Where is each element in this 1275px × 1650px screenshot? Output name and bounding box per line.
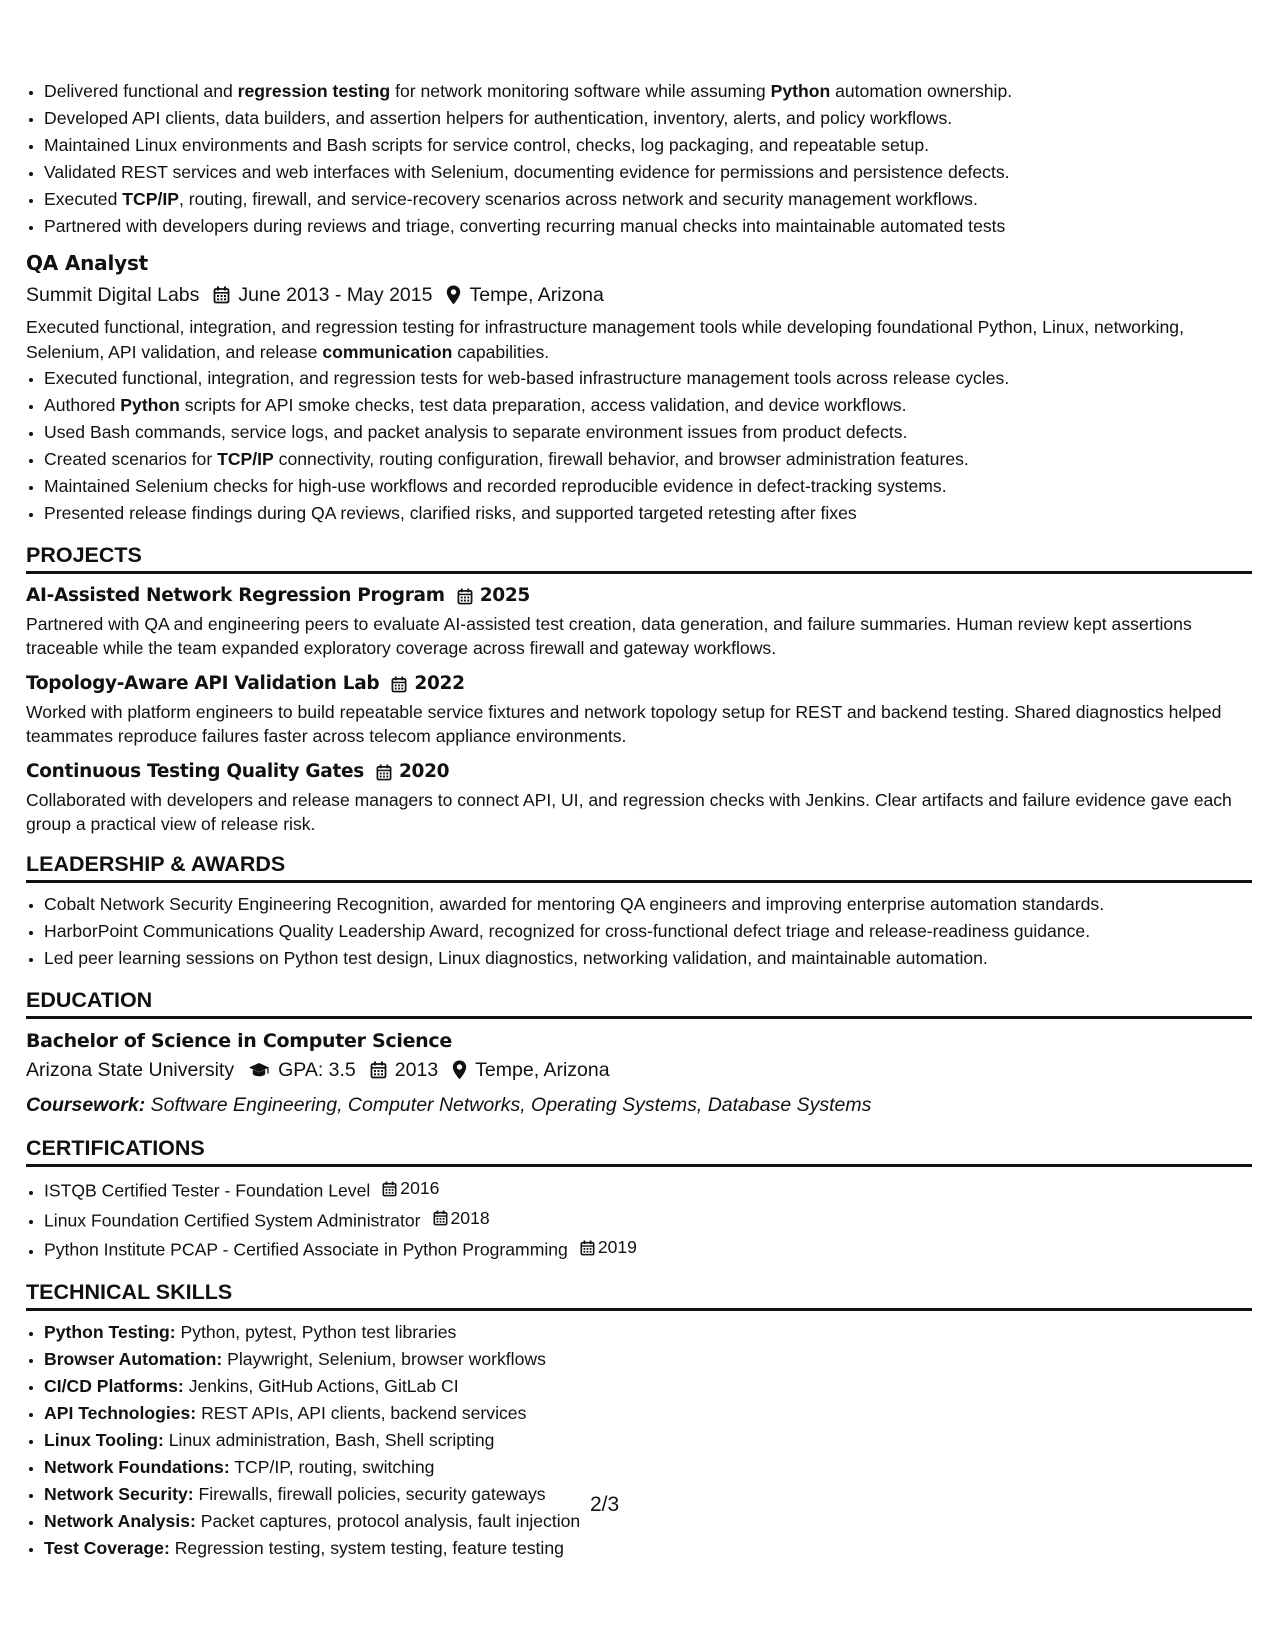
company-name: Summit Digital Labs [26, 284, 200, 306]
graduation-cap-icon [248, 1062, 270, 1078]
project-name: AI-Assisted Network Regression Program [26, 585, 445, 606]
list-item: • Executed TCP/IP, routing, firewall, and service-recovery scenarios across network and security management workflows. [44, 186, 1252, 213]
list-item: • Maintained Selenium checks for high-use workflows and recorded reproducible evidence in defect-tracking systems. [44, 473, 1252, 500]
calendar-icon [580, 1240, 598, 1256]
list-item: • Validated REST services and web interfaces with Selenium, documenting evidence for permissions and persistence defects. [44, 159, 1252, 186]
map-pin-icon [452, 1060, 467, 1080]
section-heading-certifications: CERTIFICATIONS [26, 1134, 1252, 1167]
coursework-list: Software Engineering, Computer Networks, Operating Systems, Database Systems [150, 1094, 872, 1116]
job-dates: June 2013 - May 2015 [238, 284, 433, 306]
section-heading-projects: PROJECTS [26, 541, 1252, 574]
section-heading-leadership: LEADERSHIP & AWARDS [26, 850, 1252, 883]
list-item: • Used Bash commands, service logs, and packet analysis to separate environment issues from product defects. [44, 419, 1252, 446]
calendar-icon [382, 1181, 400, 1197]
list-item: • Linux Foundation Certified System Administrator 2018 [44, 1205, 1252, 1235]
list-item: • Python Institute PCAP - Certified Associate in Python Programming 2019 [44, 1234, 1252, 1264]
project-description: Partnered with QA and engineering peers to evaluate AI-assisted test creation, data generation, and failure summaries. Human review kept assertions traceable while the team expanded exploratory coverage across firewall and gateway workflows. [26, 614, 1192, 658]
previous-job-bullets [26, 78, 1252, 240]
project-description: Collaborated with developers and release managers to connect API, UI, and regression checks with Jenkins. Clear artifacts and failure evidence gave each group a practical view of release risk. [26, 790, 1232, 834]
project-year: 2020 [398, 761, 450, 782]
education-meta [26, 1055, 1252, 1085]
job-summary: Executed functional, integration, and regression testing for infrastructure management tools while developing foundational Python, Linux, networking, Selenium, API validation, and release communication capabilities. [26, 317, 1184, 362]
calendar-icon [433, 1210, 451, 1226]
list-item: • Network Foundations: TCP/IP, routing, switching [44, 1454, 1252, 1481]
calendar-icon [391, 676, 407, 693]
calendar-icon [370, 1061, 387, 1079]
list-item: • ISTQB Certified Tester - Foundation Level 2016 [44, 1175, 1252, 1205]
section-heading-education: EDUCATION [26, 986, 1252, 1019]
project-heading [26, 758, 1252, 786]
list-item: • Executed functional, integration, and regression tests for web-based infrastructure management tools across release cycles. [44, 365, 1252, 392]
job-bullets [26, 365, 1252, 527]
list-item: • Maintained Linux environments and Bash scripts for service control, checks, log packaging, and repeatable setup. [44, 132, 1252, 159]
list-item: • Partnered with developers during reviews and triage, converting recurring manual checks into maintainable automated tests [44, 213, 1252, 240]
list-item: • Cobalt Network Security Engineering Recognition, awarded for mentoring QA engineers and improving enterprise automation standards. [44, 891, 1252, 918]
page-number: 2/3 [590, 1493, 620, 1516]
project-year: 2022 [414, 673, 465, 694]
project-year: 2025 [479, 585, 530, 606]
project-heading [26, 582, 1252, 610]
leadership-list [26, 891, 1252, 972]
list-item: • Created scenarios for TCP/IP connectivity, routing configuration, firewall behavior, and browser administration features. [44, 446, 1252, 473]
resume-page [26, 78, 1252, 1562]
coursework [26, 1090, 1252, 1120]
project-name: Continuous Testing Quality Gates [26, 761, 364, 782]
project-heading [26, 670, 1252, 698]
list-item: • Browser Automation: Playwright, Selenium, browser workflows [44, 1346, 1252, 1373]
project-description: Worked with platform engineers to build repeatable service fixtures and network topology setup for REST and backend testing. Shared diagnostics helped teammates reproduce failures faster across telecom appliance environments. [26, 702, 1222, 746]
list-item: • Authored Python scripts for API smoke checks, test data preparation, access validation, and device workflows. [44, 392, 1252, 419]
calendar-icon [213, 286, 230, 304]
gpa: GPA: 3.5 [278, 1059, 356, 1081]
list-item: • Python Testing: Python, pytest, Python test libraries [44, 1319, 1252, 1346]
degree-title: Bachelor of Science in Computer Science [26, 1030, 452, 1052]
calendar-icon [457, 588, 473, 605]
skills-list [26, 1319, 1252, 1562]
school-name: Arizona State University [26, 1059, 235, 1081]
list-item: • Developed API clients, data builders, and assertion helpers for authentication, inventory, alerts, and policy workflows. [44, 105, 1252, 132]
section-heading-technical-skills: TECHNICAL SKILLS [26, 1278, 1252, 1311]
list-item: • Delivered functional and regression testing for network monitoring software while assuming Python automation ownership. [44, 78, 1252, 105]
list-item: • HarborPoint Communications Quality Leadership Award, recognized for cross-functional defect triage and release-readiness guidance. [44, 918, 1252, 945]
list-item: • API Technologies: REST APIs, API clients, backend services [44, 1400, 1252, 1427]
calendar-icon [376, 764, 392, 781]
map-pin-icon [446, 285, 461, 305]
list-item: • Test Coverage: Regression testing, system testing, feature testing [44, 1535, 1252, 1562]
list-item: • Presented release findings during QA reviews, clarified risks, and supported targeted retesting after fixes [44, 500, 1252, 527]
project-name: Topology-Aware API Validation Lab [26, 673, 380, 694]
list-item: • Network Security: Firewalls, firewall policies, security gateways [44, 1481, 1252, 1508]
school-location: Tempe, Arizona [475, 1059, 610, 1081]
job-title: QA Analyst [26, 251, 149, 275]
graduation-year: 2013 [394, 1059, 439, 1081]
job-location: Tempe, Arizona [469, 284, 604, 306]
list-item: • Led peer learning sessions on Python test design, Linux diagnostics, networking validation, and maintainable automation. [44, 945, 1252, 972]
job-meta [26, 280, 1252, 310]
coursework-label: Coursework: [26, 1094, 146, 1116]
list-item: • Linux Tooling: Linux administration, Bash, Shell scripting [44, 1427, 1252, 1454]
list-item: • Network Analysis: Packet captures, protocol analysis, fault injection [44, 1508, 1252, 1535]
list-item: • CI/CD Platforms: Jenkins, GitHub Actions, GitLab CI [44, 1373, 1252, 1400]
certifications-list [26, 1175, 1252, 1264]
